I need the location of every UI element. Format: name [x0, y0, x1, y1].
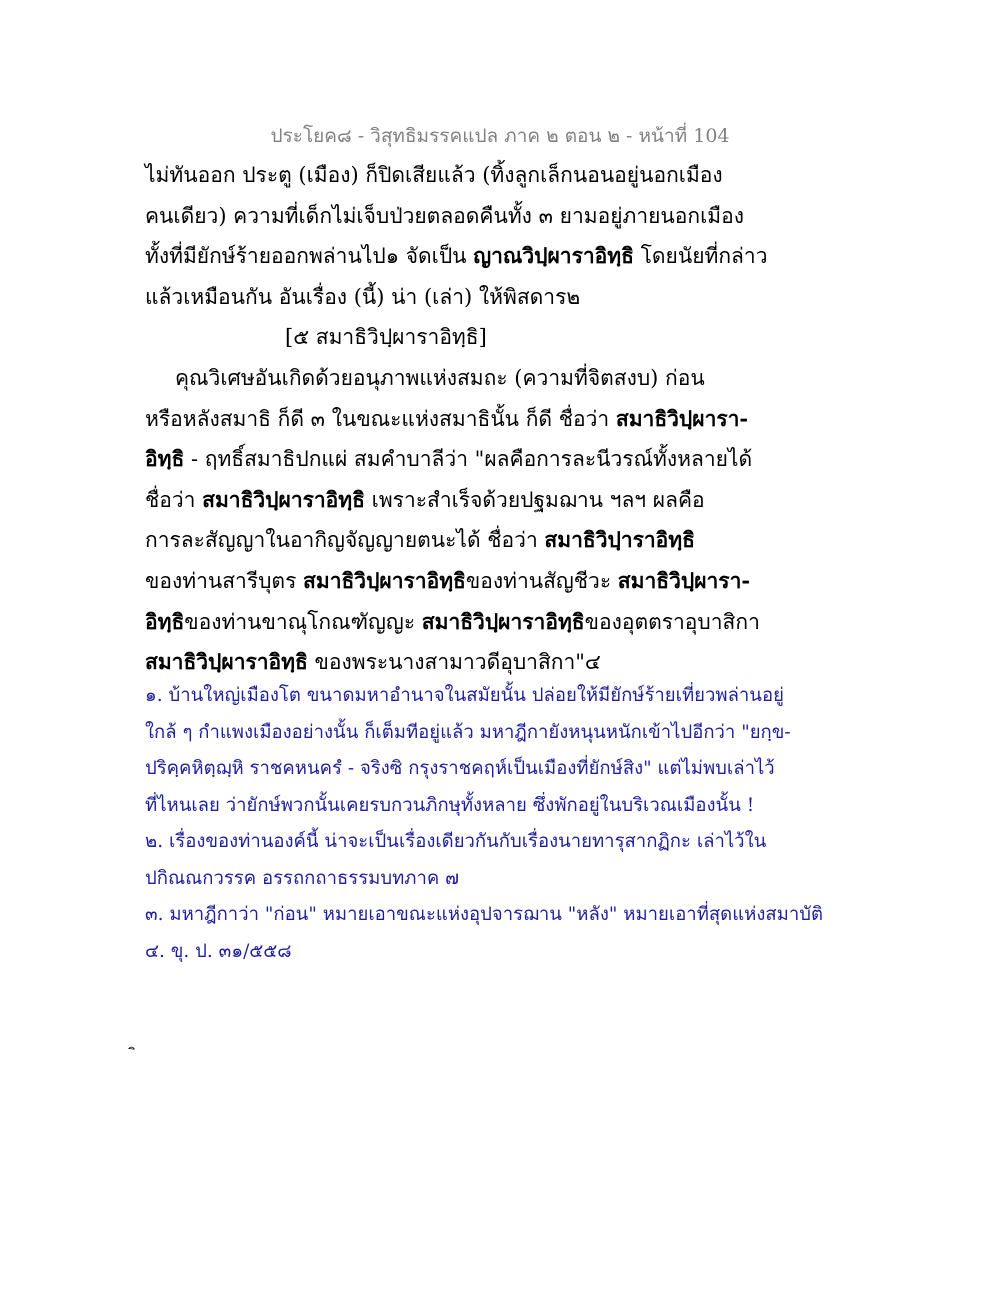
text-line	[145, 480, 745, 521]
text-segment: แล้วเหมือนกัน อันเรื่อง (นี้) น่า (เล่า) ให้พิสดาร๒	[145, 284, 581, 309]
text-segment: ชื่อว่า	[145, 487, 203, 512]
bold-term: อิทฺธิ	[145, 608, 185, 634]
text-segment: [๕ สมาธิวิปฺผาราอิทฺธิ]	[285, 325, 487, 350]
text-segment: ไม่ทันออก ประตู (เมือง) ก็ปิดเสียแล้ว (ทิ้งลูกเล็กนอนอยู่นอกเมือง	[145, 163, 723, 187]
text-segment: คุณวิเศษอันเกิดด้วยอนุภาพแห่งสมถะ (ความที่จิตสงบ) ก่อน	[175, 365, 705, 390]
text-segment: หรือหลังสมาธิ ก็ดี ๓ ในขณะแห่งสมาธินั้น ก็ดี ชื่อว่า	[145, 406, 616, 431]
text-line	[145, 520, 745, 561]
text-segment: ของท่านสารีบุตร	[145, 568, 304, 593]
footnote-line: ๔. ขุ. ป. ๓๑/๕๕๘	[145, 940, 292, 962]
text-line	[145, 236, 768, 277]
bold-term: สมาธิวิปฺผารา-	[615, 405, 749, 431]
text-segment: ของท่านสัญชีวะ	[465, 568, 618, 593]
text-segment: คนเดียว) ความที่เด็กไม่เจ็บป่วยตลอดคืนทั้ง ๓ ยามอยู่ภายนอกเมือง	[145, 203, 745, 228]
text-line	[145, 317, 745, 358]
text-line	[145, 399, 749, 440]
text-segment: ของพระนางสามาวดีอุบาสิกา"๔	[307, 650, 601, 675]
text-line	[145, 439, 753, 480]
bold-term: ญาณวิปฺผาราอิทฺธิ	[473, 243, 634, 269]
text-line	[145, 602, 760, 643]
text-segment: ของท่านขาณุโกณฑัญญะ	[184, 609, 422, 634]
footnote-line: ปกิณณกวรรค อรรถกถาธรรมบทภาค ๗	[145, 867, 460, 889]
text-line	[145, 277, 745, 318]
bold-term: สมาธิวิปฺผารา-	[617, 567, 751, 593]
text-segment: การละสัญญาในอากิญจัญญายตนะได้ ชื่อว่า	[145, 528, 545, 553]
text-line	[145, 155, 745, 196]
page-header: ประโยค๘ - วิสุทธิมรรคแปล ภาค ๒ ตอน ๒ - หน้าที่ 104	[270, 125, 730, 147]
text-line	[145, 642, 745, 683]
bold-term: สมาธิวิปฺผาราอิทฺธิ	[303, 567, 466, 593]
main-text	[145, 155, 768, 683]
text-segment: ทั้งที่มียักษ์ร้ายออกพล่านไป๑ จัดเป็น	[145, 244, 474, 269]
text-segment: ของอุตตราอุบาสิกา	[584, 609, 760, 634]
footnote-line: ใกล้ ๆ กำแพงเมืองอย่างนั้น ก็เต็มทีอยู่แล้ว มหาฎีกายังหนุนหนักเข้าไปอีกว่า "ยกฺข-	[145, 721, 791, 743]
footnote-line: ๒. เรื่องของท่านองค์นี้ น่าจะเป็นเรื่องเดียวกันกับเรื่องนายทารุสากฏิกะ เล่าไว้ใน	[145, 831, 767, 852]
footnote-line: ปริคฺคหิตฺฌฺหิ ราชคหนครํ - จริงซิ กรุงราชคฤห์เป็นเมืองที่ยักษ์สิง" แต่ไม่พบเล่าไว้	[145, 758, 775, 779]
text-segment: เพราะสำเร็จด้วยปฐมฌาน ฯลฯ ผลคือ	[364, 487, 705, 512]
footnote-line: ๓. มหาฎีกาว่า "ก่อน" หมายเอาขณะแห่งอุปจารฌาน "หลัง" หมายเอาที่สุดแห่งสมาบัติ	[145, 904, 823, 925]
text-segment: - ฤทธิ์สมาธิปกแผ่ สมคำบาลีว่า "ผลคือการละนีวรณ์ทั้งหลายได้	[184, 447, 753, 472]
bold-term: สมาธิวิปฺาราอิทฺธิ	[544, 527, 695, 553]
text-line	[145, 196, 745, 237]
bold-term: อิทฺธิ	[145, 446, 185, 472]
footnotes	[145, 678, 823, 970]
footnote-line: ๑. บ้านใหญ่เมืองโต ขนาดมหาอำนาจในสมัยนั้น ปล่อยให้มียักษ์ร้ายเที่ยวพล่านอยู่	[145, 685, 784, 706]
footnote-line: ที่ไหนเลย ว่ายักษ์พวกนั้นเคยรบกวนภิกษุทั้งหลาย ซึ่งพักอยู่ในบริเวณเมืองนั้น !	[145, 794, 755, 816]
text-line	[145, 358, 745, 399]
bold-term: สมาธิวิปฺผาราอิทฺธิ	[421, 608, 585, 634]
bold-term: สมาธิวิปฺผาราอิทฺธิ	[145, 649, 308, 675]
text-line	[145, 561, 751, 602]
bold-term: สมาธิวิปฺผาราอิทฺธิ	[202, 486, 365, 512]
text-segment: โดยนัยที่กล่าว	[633, 244, 768, 269]
